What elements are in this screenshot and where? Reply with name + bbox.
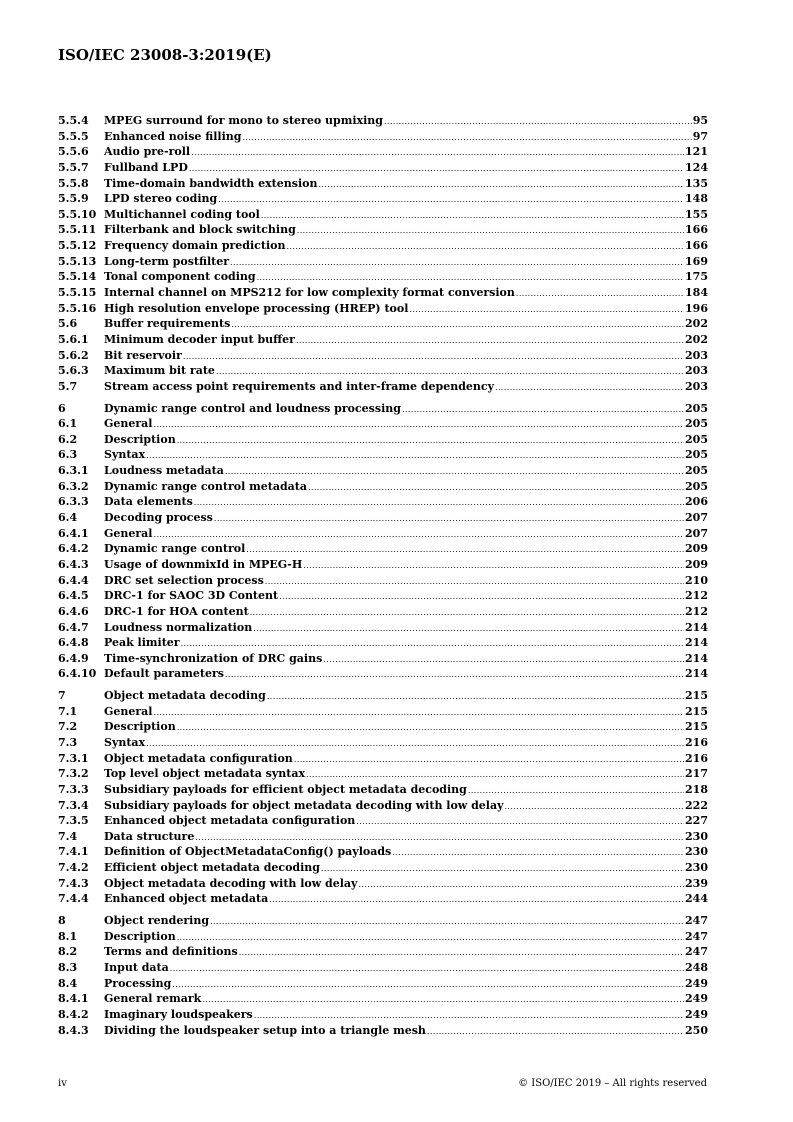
toc-entry-page: 249 <box>685 992 708 1006</box>
toc-entry-number: 5.5.16 <box>58 301 97 315</box>
toc-entry-page: 205 <box>685 401 708 415</box>
toc-entry-number: 8.3 <box>58 960 78 974</box>
toc-section-group <box>58 401 708 683</box>
toc-entry-title: Processing <box>104 976 172 990</box>
toc-entry-title: Top level object metadata syntax <box>104 767 306 781</box>
toc-entry-page: 135 <box>685 176 708 190</box>
toc-entry-number: 5.7 <box>58 379 78 393</box>
toc-entry-title: Time-domain bandwidth extension <box>104 176 318 190</box>
toc-entry[interactable] <box>58 688 708 704</box>
toc-leader-dots <box>409 302 684 318</box>
toc-entry-title: Usage of downmixId in MPEG-H <box>104 557 303 571</box>
toc-leader-dots <box>225 464 684 480</box>
toc-entry-number: 5.6.1 <box>58 332 89 346</box>
toc-entry-title: Object metadata decoding with low delay <box>104 876 358 890</box>
toc-entry-number: 5.5.10 <box>58 207 97 221</box>
toc-entry[interactable] <box>58 635 708 651</box>
toc-leader-dots <box>146 448 684 464</box>
toc-leader-dots <box>402 402 684 418</box>
toc-leader-dots <box>321 861 684 877</box>
toc-entry[interactable] <box>58 144 708 160</box>
toc-entry-number: 7.4 <box>58 829 78 843</box>
toc-leader-dots <box>181 636 684 652</box>
toc-entry-page: 166 <box>685 239 708 253</box>
toc-entry[interactable] <box>58 447 708 463</box>
toc-entry-title: Dividing the loudspeaker setup into a triangle mesh <box>104 1023 426 1037</box>
toc-entry[interactable] <box>58 510 708 526</box>
toc-entry-page: 148 <box>685 192 708 206</box>
toc-entry-number: 6.4.2 <box>58 542 89 556</box>
toc-entry-title: Syntax <box>104 735 146 749</box>
toc-entry[interactable] <box>58 348 708 364</box>
toc-entry[interactable] <box>58 735 708 751</box>
toc-leader-dots <box>210 914 684 930</box>
toc-entry-title: Object metadata decoding <box>104 689 266 703</box>
toc-entry-number: 6.4.9 <box>58 651 89 665</box>
toc-entry-number: 8.4 <box>58 976 78 990</box>
toc-entry[interactable] <box>58 401 708 417</box>
toc-leader-dots <box>495 380 684 396</box>
toc-entry-number: 7.3.2 <box>58 767 89 781</box>
toc-entry[interactable] <box>58 129 708 145</box>
toc-entry-title: Terms and definitions <box>104 945 238 959</box>
toc-entry-page: 250 <box>685 1023 708 1037</box>
toc-entry[interactable] <box>58 316 708 332</box>
toc-entry-page: 184 <box>685 286 708 300</box>
toc-entry-page: 247 <box>685 929 708 943</box>
toc-entry-number: 6.4 <box>58 511 78 525</box>
toc-leader-dots <box>323 652 684 668</box>
toc-leader-dots <box>253 621 684 637</box>
toc-leader-dots <box>183 349 684 365</box>
toc-leader-dots <box>154 527 685 543</box>
toc-entry-title: Object rendering <box>104 914 210 928</box>
toc-leader-dots <box>294 752 684 768</box>
toc-entry[interactable] <box>58 604 708 620</box>
toc-entry-title: Efficient object metadata decoding <box>104 861 320 875</box>
toc-entry-title: General <box>104 417 153 431</box>
toc-entry-number: 5.5.8 <box>58 176 89 190</box>
toc-entry-number: 5.6.3 <box>58 364 89 378</box>
toc-leader-dots <box>250 605 684 621</box>
toc-entry-page: 209 <box>685 557 708 571</box>
toc-entry[interactable] <box>58 813 708 829</box>
toc-entry-title: Data structure <box>104 829 195 843</box>
toc-leader-dots <box>177 720 684 736</box>
toc-entry-number: 5.6.2 <box>58 348 89 362</box>
toc-entry-number: 5.5.9 <box>58 192 89 206</box>
toc-entry[interactable] <box>58 269 708 285</box>
toc-entry[interactable] <box>58 620 708 636</box>
toc-leader-dots <box>191 145 684 161</box>
toc-leader-dots <box>427 1024 684 1040</box>
toc-entry-title: General remark <box>104 992 202 1006</box>
toc-entry-number: 7.4.4 <box>58 892 89 906</box>
toc-leader-dots <box>246 542 684 558</box>
toc-entry-page: 205 <box>685 464 708 478</box>
toc-entry[interactable] <box>58 1023 708 1039</box>
toc-entry-number: 6.4.8 <box>58 636 89 650</box>
toc-leader-dots <box>230 255 684 271</box>
toc-entry[interactable] <box>58 798 708 814</box>
toc-entry[interactable] <box>58 751 708 767</box>
toc-entry-number: 7 <box>58 689 66 703</box>
toc-entry-title: Frequency domain prediction <box>104 239 286 253</box>
toc-leader-dots <box>216 364 684 380</box>
toc-entry-number: 6.4.5 <box>58 589 89 603</box>
toc-entry-page: 215 <box>685 689 708 703</box>
toc-entry-title: Long-term postfilter <box>104 254 230 268</box>
toc-section-group <box>58 113 708 395</box>
toc-entry[interactable] <box>58 766 708 782</box>
toc-leader-dots <box>154 417 685 433</box>
toc-entry-title: DRC-1 for SAOC 3D Content <box>104 589 279 603</box>
toc-leader-dots <box>303 558 684 574</box>
toc-entry-page: 215 <box>685 704 708 718</box>
toc-leader-dots <box>261 208 684 224</box>
toc-entry-page: 155 <box>685 207 708 221</box>
document-header: ISO/IEC 23008-3:2019(E) <box>58 46 272 64</box>
toc-leader-dots <box>384 114 692 130</box>
toc-entry-page: 205 <box>685 479 708 493</box>
toc-entry-number: 6.3 <box>58 448 78 462</box>
toc-entry-title: Definition of ObjectMetadataConfig() payloads <box>104 845 392 859</box>
toc-entry[interactable] <box>58 960 708 976</box>
toc-entry[interactable] <box>58 944 708 960</box>
toc-entry-number: 5.5.12 <box>58 239 97 253</box>
toc-entry-page: 209 <box>685 542 708 556</box>
toc-entry[interactable] <box>58 860 708 876</box>
toc-entry[interactable] <box>58 113 708 129</box>
toc-entry-page: 166 <box>685 223 708 237</box>
toc-entry-number: 7.4.2 <box>58 861 89 875</box>
toc-entry-page: 230 <box>685 845 708 859</box>
toc-entry-page: 230 <box>685 829 708 843</box>
toc-entry-title: Dynamic range control metadata <box>104 479 307 493</box>
toc-entry[interactable] <box>58 222 708 238</box>
toc-entry-page: 196 <box>685 301 708 315</box>
toc-entry-page: 244 <box>685 892 708 906</box>
toc-entry-title: DRC-1 for HOA content <box>104 604 249 618</box>
toc-entry-title: General <box>104 704 153 718</box>
toc-entry-number: 6.3.3 <box>58 495 89 509</box>
toc-leader-dots <box>170 961 684 977</box>
toc-entry[interactable] <box>58 463 708 479</box>
toc-leader-dots <box>177 433 684 449</box>
toc-entry[interactable] <box>58 876 708 892</box>
toc-entry-title: Minimum decoder input buffer <box>104 332 295 346</box>
toc-entry-page: 207 <box>685 511 708 525</box>
toc-entry[interactable] <box>58 557 708 573</box>
toc-entry-number: 8.4.3 <box>58 1023 89 1037</box>
toc-leader-dots <box>239 945 684 961</box>
toc-entry-title: Tonal component coding <box>104 270 256 284</box>
toc-entry-page: 203 <box>685 379 708 393</box>
toc-entry[interactable] <box>58 991 708 1007</box>
toc-entry-title: Data elements <box>104 495 193 509</box>
toc-entry[interactable] <box>58 191 708 207</box>
toc-entry-title: LPD stereo coding <box>104 192 218 206</box>
toc-entry-title: High resolution envelope processing (HREP) tool <box>104 301 409 315</box>
toc-entry[interactable] <box>58 363 708 379</box>
toc-leader-dots <box>468 783 684 799</box>
toc-entry[interactable] <box>58 176 708 192</box>
toc-entry-page: 207 <box>685 526 708 540</box>
toc-entry-title: DRC set selection process <box>104 573 264 587</box>
toc-entry-page: 215 <box>685 720 708 734</box>
toc-entry[interactable] <box>58 494 708 510</box>
toc-entry[interactable] <box>58 479 708 495</box>
toc-entry[interactable] <box>58 526 708 542</box>
toc-entry-page: 212 <box>685 589 708 603</box>
toc-entry-number: 6.4.4 <box>58 573 89 587</box>
toc-entry-page: 124 <box>685 160 708 174</box>
toc-entry-number: 6.4.6 <box>58 604 89 618</box>
toc-entry-title: Multichannel coding tool <box>104 207 260 221</box>
toc-entry-number: 5.5.13 <box>58 254 97 268</box>
toc-entry-page: 203 <box>685 348 708 362</box>
toc-entry-number: 5.5.15 <box>58 286 97 300</box>
toc-leader-dots <box>257 270 684 286</box>
toc-entry[interactable] <box>58 704 708 720</box>
toc-leader-dots <box>265 574 684 590</box>
toc-entry-page: 230 <box>685 861 708 875</box>
table-of-contents <box>58 113 708 1044</box>
toc-entry-number: 6.1 <box>58 417 78 431</box>
toc-entry[interactable] <box>58 1007 708 1023</box>
page-number: iv <box>58 1078 67 1089</box>
toc-leader-dots <box>242 130 691 146</box>
toc-entry-title: Enhanced object metadata <box>104 892 269 906</box>
toc-entry-number: 7.2 <box>58 720 78 734</box>
toc-entry-number: 5.5.5 <box>58 129 89 143</box>
toc-entry-page: 247 <box>685 945 708 959</box>
toc-entry-page: 249 <box>685 976 708 990</box>
toc-entry[interactable] <box>58 913 708 929</box>
toc-entry-page: 216 <box>685 735 708 749</box>
toc-leader-dots <box>225 667 684 683</box>
toc-entry-title: Decoding process <box>104 511 213 525</box>
toc-entry-title: General <box>104 526 153 540</box>
toc-entry-number: 5.5.4 <box>58 114 89 127</box>
toc-entry-page: 95 <box>692 114 708 127</box>
toc-entry-title: Input data <box>104 960 169 974</box>
toc-entry[interactable] <box>58 285 708 301</box>
toc-entry-title: Subsidiary payloads for object metadata decoding with low delay <box>104 798 504 812</box>
toc-leader-dots <box>308 480 684 496</box>
toc-leader-dots <box>189 161 684 177</box>
toc-entry-number: 5.6 <box>58 317 78 331</box>
toc-entry[interactable] <box>58 573 708 589</box>
toc-entry[interactable] <box>58 379 708 395</box>
toc-entry[interactable] <box>58 207 708 223</box>
toc-entry-number: 7.3.4 <box>58 798 89 812</box>
toc-entry[interactable] <box>58 541 708 557</box>
toc-leader-dots <box>297 223 684 239</box>
toc-entry-number: 8.1 <box>58 929 78 943</box>
toc-entry-page: 210 <box>685 573 708 587</box>
toc-entry-page: 205 <box>685 432 708 446</box>
toc-entry-title: Loudness metadata <box>104 464 224 478</box>
toc-entry-title: Buffer requirements <box>104 317 231 331</box>
toc-entry-page: 203 <box>685 364 708 378</box>
toc-leader-dots <box>172 977 684 993</box>
toc-entry-title: Default parameters <box>104 667 224 681</box>
toc-leader-dots <box>218 192 684 208</box>
toc-entry-title: Maximum bit rate <box>104 364 215 378</box>
toc-entry-title: Object metadata configuration <box>104 751 293 765</box>
toc-leader-dots <box>318 177 684 193</box>
toc-entry-title: Imaginary loudspeakers <box>104 1007 253 1021</box>
toc-entry-number: 7.4.1 <box>58 845 89 859</box>
toc-entry-title: Dynamic range control and loudness processing <box>104 401 401 415</box>
toc-leader-dots <box>296 333 684 349</box>
toc-entry-page: 97 <box>692 129 708 143</box>
toc-entry-number: 6.2 <box>58 432 78 446</box>
toc-entry-page: 202 <box>685 332 708 346</box>
toc-entry-page: 214 <box>685 636 708 650</box>
toc-entry-number: 5.5.6 <box>58 145 89 159</box>
toc-entry-page: 205 <box>685 417 708 431</box>
toc-entry-page: 214 <box>685 651 708 665</box>
toc-entry-number: 7.4.3 <box>58 876 89 890</box>
toc-entry[interactable] <box>58 666 708 682</box>
toc-entry-title: Subsidiary payloads for efficient object metadata decoding <box>104 782 467 796</box>
toc-entry-title: Time-synchronization of DRC gains <box>104 651 323 665</box>
toc-entry[interactable] <box>58 976 708 992</box>
toc-entry-page: 214 <box>685 620 708 634</box>
toc-entry[interactable] <box>58 588 708 604</box>
toc-entry-page: 217 <box>685 767 708 781</box>
toc-entry[interactable] <box>58 160 708 176</box>
toc-entry-page: 175 <box>685 270 708 284</box>
toc-section-group <box>58 688 708 907</box>
toc-leader-dots <box>177 930 684 946</box>
toc-entry-number: 7.1 <box>58 704 78 718</box>
toc-entry-number: 7.3 <box>58 735 78 749</box>
toc-leader-dots <box>146 736 684 752</box>
toc-entry-page: 249 <box>685 1007 708 1021</box>
toc-entry-page: 121 <box>685 145 708 159</box>
toc-entry-page: 206 <box>685 495 708 509</box>
toc-entry-page: 247 <box>685 914 708 928</box>
toc-entry-number: 6 <box>58 401 66 415</box>
toc-entry[interactable] <box>58 844 708 860</box>
toc-entry-title: Dynamic range control <box>104 542 246 556</box>
toc-entry-page: 227 <box>685 814 708 828</box>
toc-entry-title: Description <box>104 929 176 943</box>
toc-leader-dots <box>214 511 684 527</box>
toc-entry-number: 7.3.5 <box>58 814 89 828</box>
toc-leader-dots <box>195 830 684 846</box>
toc-entry-number: 7.3.1 <box>58 751 89 765</box>
toc-leader-dots <box>356 814 684 830</box>
toc-entry-title: Internal channel on MPS212 for low complexity format conversion <box>104 286 515 300</box>
toc-entry[interactable] <box>58 238 708 254</box>
toc-entry-title: Syntax <box>104 448 146 462</box>
toc-leader-dots <box>516 286 684 302</box>
toc-entry[interactable] <box>58 301 708 317</box>
toc-entry-number: 6.3.2 <box>58 479 89 493</box>
toc-entry-number: 7.3.3 <box>58 782 89 796</box>
toc-entry-page: 212 <box>685 604 708 618</box>
toc-entry-page: 222 <box>685 798 708 812</box>
toc-entry-number: 6.3.1 <box>58 464 89 478</box>
toc-entry-title: Enhanced object metadata configuration <box>104 814 356 828</box>
toc-entry[interactable] <box>58 254 708 270</box>
toc-entry[interactable] <box>58 719 708 735</box>
toc-leader-dots <box>254 1008 684 1024</box>
toc-entry-title: Filterbank and block switching <box>104 223 296 237</box>
toc-entry-title: Fullband LPD <box>104 160 188 174</box>
toc-entry-title: Loudness normalization <box>104 620 253 634</box>
toc-leader-dots <box>286 239 684 255</box>
toc-entry[interactable] <box>58 432 708 448</box>
toc-entry-number: 5.5.14 <box>58 270 97 284</box>
toc-entry-title: Description <box>104 432 176 446</box>
toc-entry[interactable] <box>58 782 708 798</box>
toc-entry-title: Audio pre-roll <box>104 145 191 159</box>
toc-leader-dots <box>306 767 684 783</box>
toc-entry-title: Bit reservoir <box>104 348 182 362</box>
toc-entry-page: 239 <box>685 876 708 890</box>
toc-leader-dots <box>154 705 685 721</box>
toc-entry-number: 5.5.7 <box>58 160 89 174</box>
toc-entry[interactable] <box>58 651 708 667</box>
toc-entry-number: 8 <box>58 914 66 928</box>
toc-leader-dots <box>279 589 684 605</box>
toc-entry-number: 6.4.1 <box>58 526 89 540</box>
toc-entry[interactable] <box>58 891 708 907</box>
toc-entry-page: 214 <box>685 667 708 681</box>
toc-entry-title: Peak limiter <box>104 636 180 650</box>
toc-entry-number: 5.5.11 <box>58 223 97 237</box>
toc-entry-number: 6.4.3 <box>58 557 89 571</box>
toc-section-group <box>58 913 708 1038</box>
toc-entry-title: Description <box>104 720 176 734</box>
toc-entry-page: 169 <box>685 254 708 268</box>
toc-entry-page: 216 <box>685 751 708 765</box>
toc-leader-dots <box>504 799 684 815</box>
toc-entry-title: MPEG surround for mono to stereo upmixing <box>104 114 383 127</box>
toc-entry[interactable] <box>58 416 708 432</box>
toc-leader-dots <box>194 495 684 511</box>
toc-entry[interactable] <box>58 929 708 945</box>
toc-entry-number: 6.4.7 <box>58 620 89 634</box>
toc-leader-dots <box>269 892 684 908</box>
toc-entry-number: 8.2 <box>58 945 78 959</box>
toc-leader-dots <box>392 845 684 861</box>
toc-entry-title: Stream access point requirements and inter-frame dependency <box>104 379 495 393</box>
toc-entry-page: 205 <box>685 448 708 462</box>
toc-entry-page: 248 <box>685 960 708 974</box>
toc-leader-dots <box>231 317 684 333</box>
toc-entry-number: 8.4.2 <box>58 1007 89 1021</box>
toc-entry-title: Enhanced noise filling <box>104 129 242 143</box>
copyright-notice: © ISO/IEC 2019 – All rights reserved <box>518 1078 707 1089</box>
toc-entry[interactable] <box>58 332 708 348</box>
toc-entry-page: 218 <box>685 782 708 796</box>
toc-leader-dots <box>267 689 684 705</box>
toc-leader-dots <box>202 992 684 1008</box>
toc-entry-page: 202 <box>685 317 708 331</box>
toc-entry-number: 8.4.1 <box>58 992 89 1006</box>
toc-entry[interactable] <box>58 829 708 845</box>
toc-leader-dots <box>358 877 684 893</box>
toc-entry-number: 6.4.10 <box>58 667 97 681</box>
